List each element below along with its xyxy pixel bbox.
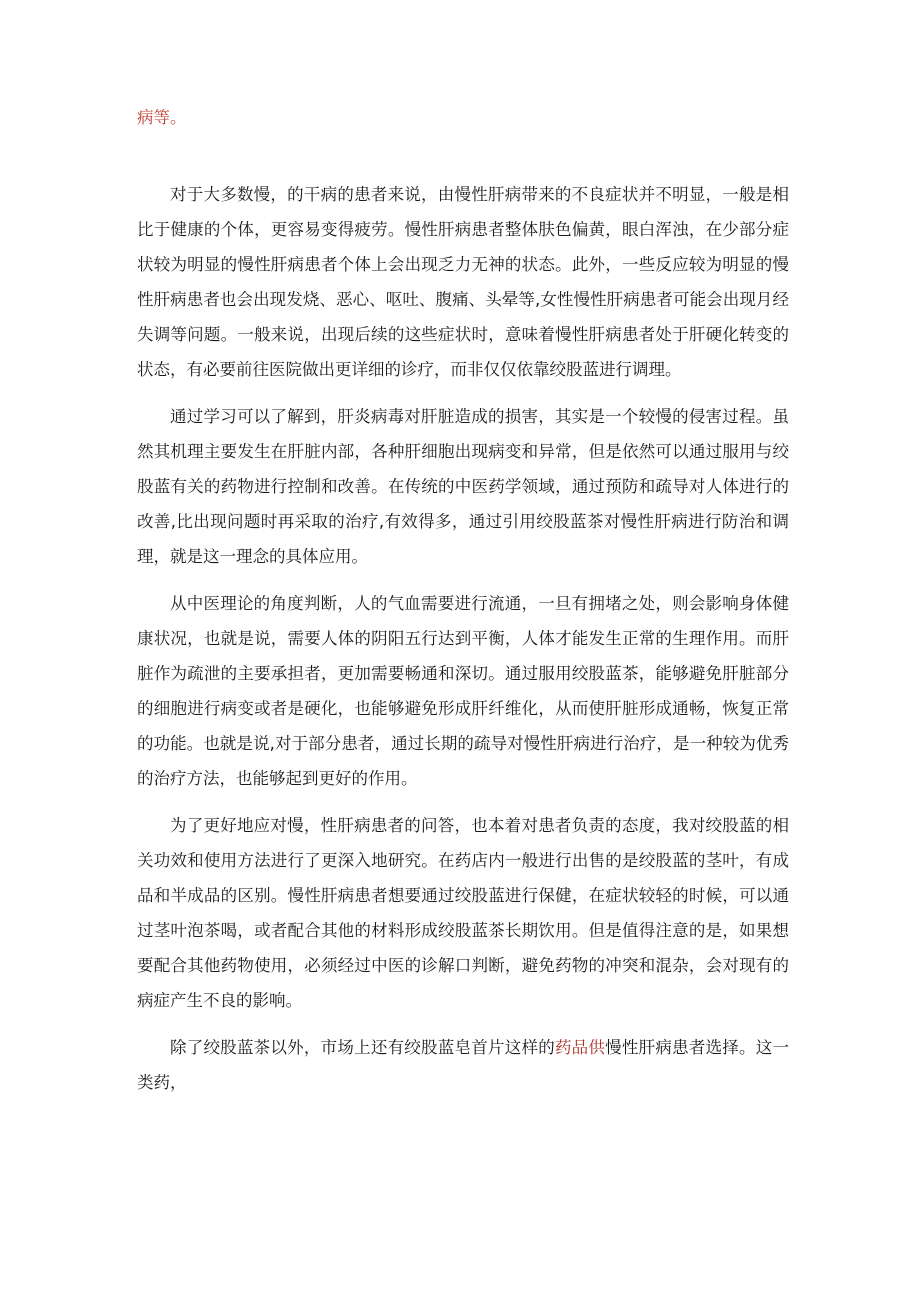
paragraph-5-before: 除了绞股蓝茶以外，市场上还有绞股蓝皂首片这样的 [170, 1038, 555, 1057]
paragraph-5 [137, 1030, 789, 1100]
article-body [137, 177, 789, 1112]
paragraph-4: 为了更好地应对慢，性肝病患者的问答，也本着对患者负责的态度，我对绞股蓝的相关功效和使用方法进行了更深入地研究。在药店内一般进行出售的是绞股蓝的茎叶，有成品和半成品的区别。慢性肝病患者想要通过绞股蓝进行保健，在症状较轻的时候，可以通过茎叶泡茶喝，或者配合其他的材料形成绞股蓝茶长期饮用。但是值得注意的是，如果想要配合其他药物使用，必须经过中医的诊解口判断，避免药物的冲突和混杂，会对现有的病症产生不良的影响。 [137, 816, 789, 1010]
top-fragment: 病等。 [137, 108, 187, 127]
paragraph-1: 对于大多数慢，的干病的患者来说，由慢性肝病带来的不良症状并不明显，一般是相比于健康的个体，更容易变得疲劳。慢性肝病患者整体肤色偏黄，眼白浑浊，在少部分症状较为明显的慢性肝病患者个体上会出现乏力无神的状态。此外，一些反应较为明显的慢性肝病患者也会出现发烧、恶心、呕吐、腹痛、头晕等,女性慢性肝病患者可能会出现月经失调等问题。一般来说，出现后续的这些症状时，意味着慢性肝病患者处于肝硬化转变的状态，有必要前往医院做出更详细的诊疗，而非仅仅依靠绞股蓝进行调理。 [137, 185, 789, 379]
paragraph-2: 通过学习可以了解到，肝炎病毒对肝脏造成的损害，其实是一个较慢的侵害过程。虽然其机理主要发生在肝脏内部，各种肝细胞出现病变和异常，但是依然可以通过服用与绞股蓝有关的药物进行控制和改善。在传统的中医药学领域，通过预防和疏导对人体进行的改善,比出现问题时再采取的治疗,有效得多，通过引用绞股蓝茶对慢性肝病进行防治和调理，就是这一理念的具体应用。 [137, 407, 789, 566]
paragraph-3: 从中医理论的角度判断，人的气血需要进行流通，一旦有拥堵之处，则会影响身体健康状况，也就是说，需要人体的阴阳五行达到平衡，人体才能发生正常的生理作用。而肝脏作为疏泄的主要承担者，更加需要畅通和深切。通过服用绞股蓝茶，能够避免肝脏部分的细胞进行病变或者是硬化，也能够避免形成肝纤维化，从而使肝脏形成通畅，恢复正常的功能。也就是说,对于部分患者，通过长期的疏导对慢性肝病进行治疗，是一种较为优秀的治疗方法，也能够起到更好的作用。 [137, 594, 789, 788]
highlighted-text: 药品供 [554, 1038, 606, 1057]
paragraph-5-after: 慢性肝病患者选择。这一类药， [137, 1038, 790, 1092]
